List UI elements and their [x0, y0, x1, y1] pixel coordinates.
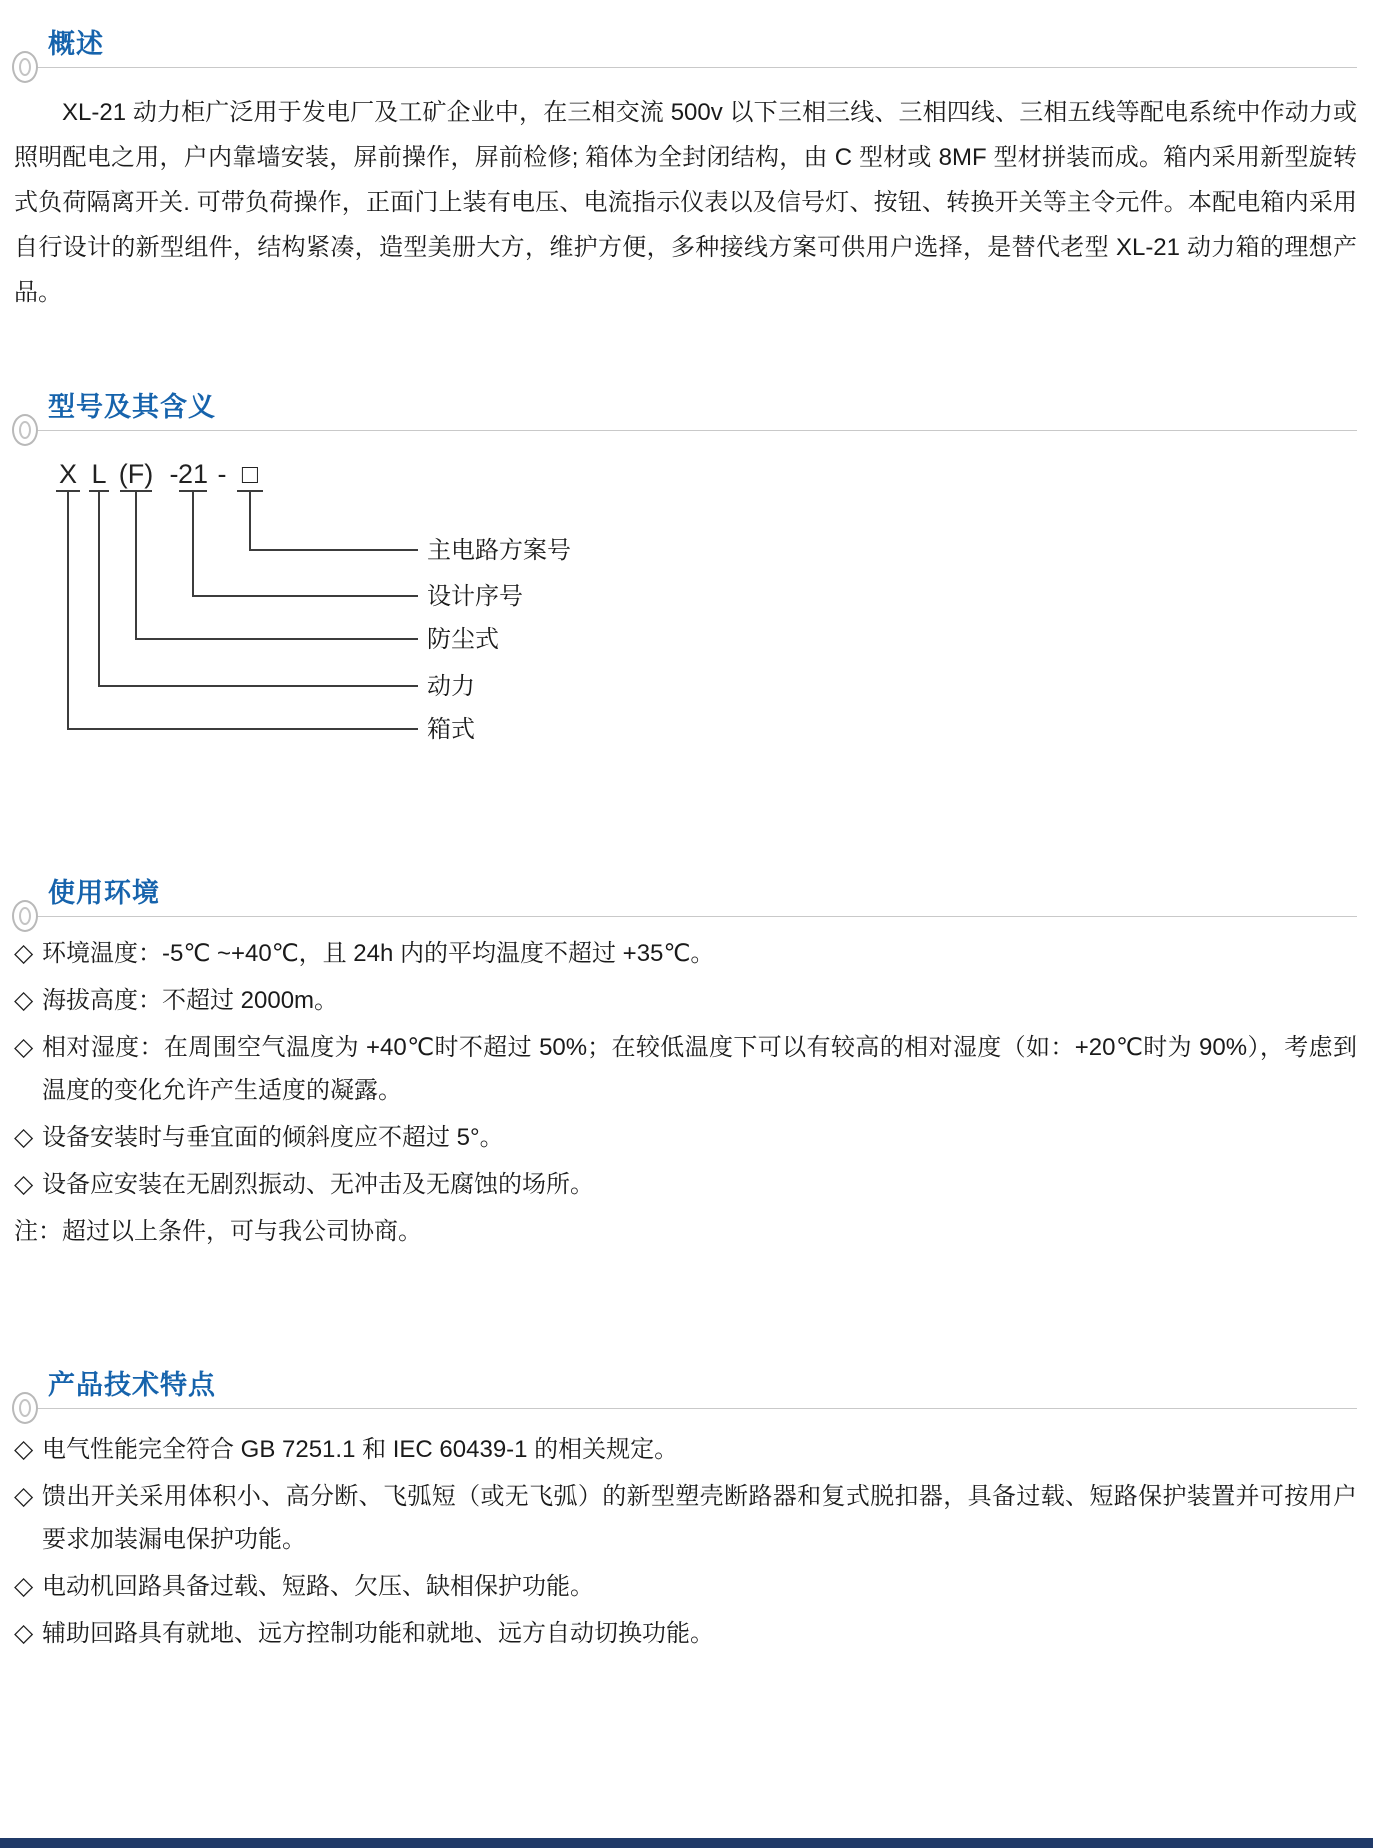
ring-inner	[19, 907, 31, 925]
connector-line	[67, 728, 418, 730]
list-item-text: 相对湿度：在周围空气温度为 +40℃时不超过 50%；在较低温度下可以有较高的相对湿度（如：+20℃时为 90%），考虑到温度的变化允许产生适度的凝露。	[42, 1034, 1357, 1104]
model-code-char-f: (F)	[118, 459, 154, 489]
model-code-char-21: 21	[177, 459, 209, 489]
list-item	[14, 1116, 1357, 1159]
list-item-text: 设备安装时与垂宜面的倾斜度应不超过 5°。	[42, 1124, 504, 1151]
ring-ornament-icon	[12, 414, 38, 446]
ring-inner	[19, 421, 31, 439]
list-item	[14, 1163, 1357, 1206]
ring-ornament-icon	[12, 51, 38, 83]
model-code-box-symbol: □	[241, 459, 259, 489]
model-code-char-x: X	[58, 459, 78, 489]
section-title-features: 产品技术特点	[48, 1370, 216, 1400]
diamond-bullet-icon: ◇	[14, 939, 34, 967]
list-item-text: 设备应安装在无剧烈振动、无冲击及无腐蚀的场所。	[42, 1171, 594, 1198]
list-item	[14, 1428, 1357, 1471]
connector-line	[98, 491, 100, 687]
list-item	[14, 1475, 1357, 1561]
diamond-bullet-icon: ◇	[14, 1572, 34, 1600]
connector-line	[249, 491, 251, 551]
footer-bar	[0, 1838, 1373, 1848]
list-item	[14, 1612, 1357, 1655]
section-title-overview: 概述	[48, 29, 104, 59]
model-label-box-type: 箱式	[427, 716, 475, 743]
overview-paragraph: XL-21 动力柜广泛用于发电厂及工矿企业中，在三相交流 500v 以下三相三线、三相四线、三相五线等配电系统中作动力或照明配电之用，户内靠墙安装，屏前操作，屏前检修; 箱体为全封闭结构，由 C 型材或 8MF 型材拼装而成。箱内采用新型旋转式负荷隔离开关. 可带负荷操作，正面门上装有电压、电流指示仪表以及信号灯、按钮、转换开关等主令元件。本配电箱内采用自行设计的新型组件，结构紧凑，造型美册大方，维护方便，多种接线方案可供用户选择，是替代老型 XL-21 动力箱的理想产品。	[14, 99, 1357, 306]
diamond-bullet-icon: ◇	[14, 1170, 34, 1198]
connector-line	[135, 491, 137, 640]
diamond-bullet-icon: ◇	[14, 1123, 34, 1151]
connector-line	[135, 638, 418, 640]
list-item-text: 馈出开关采用体积小、高分断、飞弧短（或无飞弧）的新型塑壳断路器和复式脱扣器，具备过载、短路保护装置并可按用户要求加装漏电保护功能。	[42, 1483, 1357, 1553]
section-divider	[30, 1408, 1357, 1409]
section-title-model: 型号及其含义	[48, 392, 216, 422]
list-item	[14, 1026, 1357, 1112]
connector-line	[249, 549, 418, 551]
ring-inner	[19, 1399, 31, 1417]
model-label-design-serial: 设计序号	[427, 583, 523, 610]
features-bullet-list	[14, 1428, 1357, 1659]
ring-ornament-icon	[12, 900, 38, 932]
list-item	[14, 932, 1357, 975]
model-label-power: 动力	[427, 673, 475, 700]
diamond-bullet-icon: ◇	[14, 1033, 34, 1061]
list-item-text: 海拔高度：不超过 2000m。	[42, 987, 339, 1014]
section-divider	[30, 67, 1357, 68]
ring-ornament-icon	[12, 1392, 38, 1424]
ring-inner	[19, 58, 31, 76]
model-code-dash: -	[217, 459, 227, 489]
list-item	[14, 979, 1357, 1022]
section-title-environment: 使用环境	[48, 878, 160, 908]
diamond-bullet-icon: ◇	[14, 1435, 34, 1463]
environment-note: 注：超过以上条件，可与我公司协商。	[14, 1218, 422, 1245]
list-item-text: 电气性能完全符合 GB 7251.1 和 IEC 60439-1 的相关规定。	[42, 1436, 679, 1463]
diamond-bullet-icon: ◇	[14, 1482, 34, 1510]
model-code-char-l: L	[91, 459, 107, 489]
model-code-dash: -	[169, 459, 179, 489]
diamond-bullet-icon: ◇	[14, 1619, 34, 1647]
model-label-main-circuit: 主电路方案号	[427, 537, 571, 564]
list-item-text: 环境温度：-5℃ ~+40℃，且 24h 内的平均温度不超过 +35℃。	[42, 940, 715, 967]
connector-line	[192, 491, 194, 597]
section-divider	[30, 916, 1357, 917]
diamond-bullet-icon: ◇	[14, 986, 34, 1014]
section-divider	[30, 430, 1357, 431]
list-item-text: 电动机回路具备过载、短路、欠压、缺相保护功能。	[42, 1573, 594, 1600]
model-label-dustproof: 防尘式	[427, 626, 499, 653]
connector-line	[98, 685, 418, 687]
list-item-text: 辅助回路具有就地、远方控制功能和就地、远方自动切换功能。	[42, 1620, 714, 1647]
list-item	[14, 1565, 1357, 1608]
connector-line	[192, 595, 418, 597]
environment-bullet-list	[14, 932, 1357, 1253]
connector-line	[67, 491, 69, 730]
